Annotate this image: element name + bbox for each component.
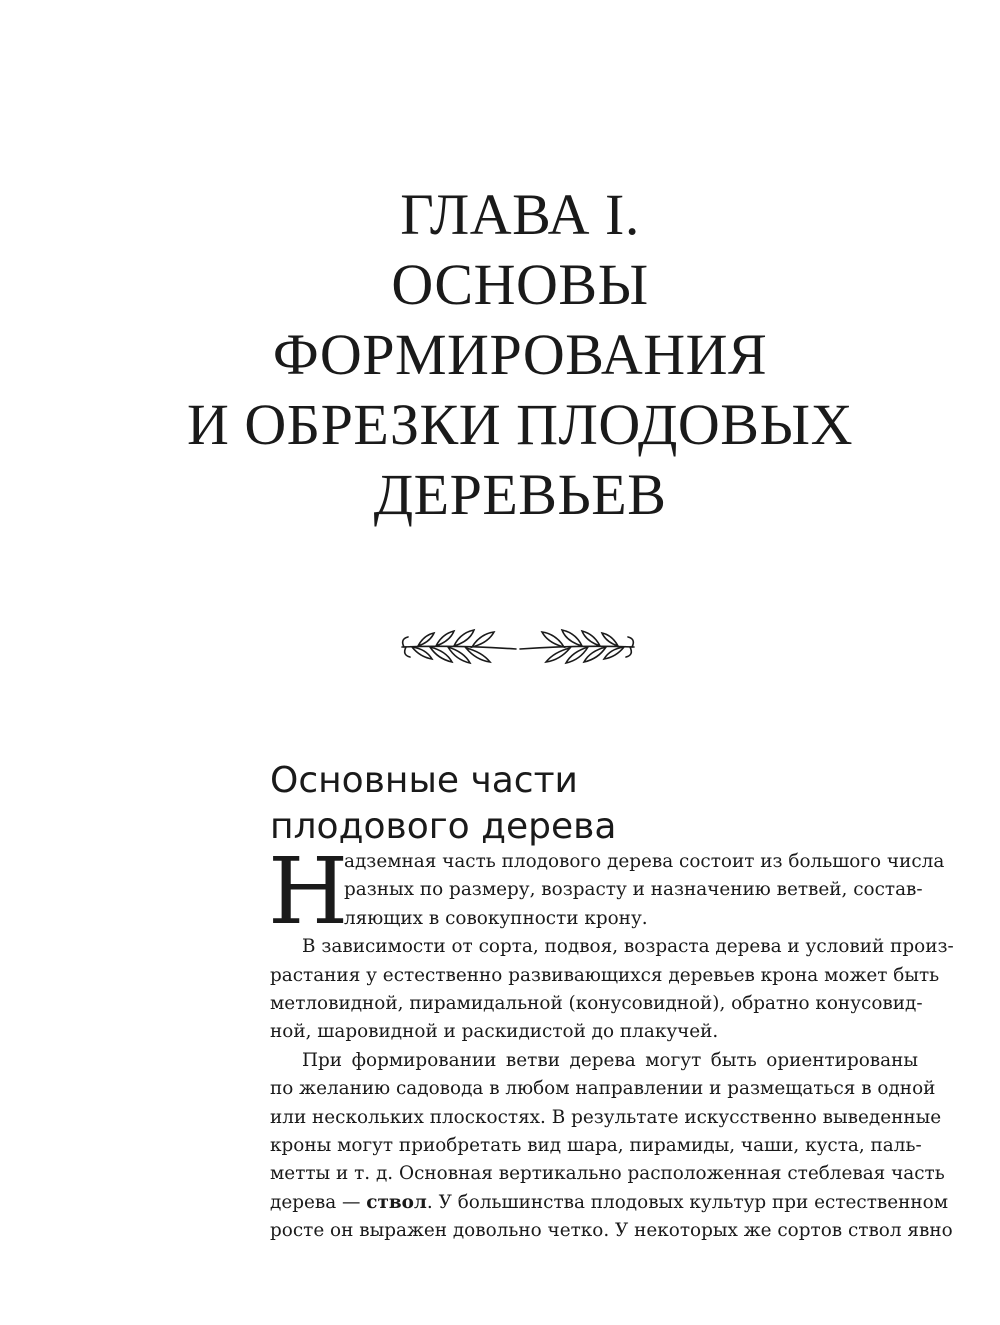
body-text [268, 838, 954, 1246]
chapter-title [100, 180, 940, 530]
chapter-title-line: И ОБРЕЗКИ ПЛОДОВЫХ [187, 392, 853, 457]
paragraph-line: ной, шаровидной и раскидистой до плакучей. [270, 1021, 719, 1043]
paragraph-line: адземная часть плодового дерева состоит из большого числа [344, 851, 945, 872]
paragraph-line: растания у естественно развивающихся деревьев крона может быть [270, 964, 940, 986]
paragraph-line: метловидной, пирамидальной (конусовидной), обратно конусовид- [270, 993, 923, 1015]
paragraph-line [270, 1189, 949, 1217]
paragraph-line: При формировании ветви дерева могут быть ориентированы [302, 1049, 918, 1071]
section-heading-line: плодового дерева [270, 806, 617, 847]
chapter-title-line: ДЕРЕВЬЕВ [373, 462, 667, 527]
section-heading-line: Основные части [270, 760, 578, 801]
paragraph-line: метты и т. д. Основная вертикально расположенная стеблевая часть [270, 1163, 945, 1185]
chapter-title-line: ГЛАВА I. [400, 182, 640, 247]
paragraph-line: кроны могут приобретать вид шара, пирамиды, чаши, куста, паль- [270, 1135, 922, 1157]
text-fragment: . У большинства плодовых культур при естественном [426, 1191, 949, 1213]
paragraph-line: разных по размеру, возрасту и назначению ветвей, состав- [344, 879, 923, 901]
chapter-title-line: ОСНОВЫ [391, 252, 649, 317]
paragraph-line: по желанию садовода в любом направлении и размещаться в одной [270, 1078, 936, 1100]
paragraph-line: В зависимости от сорта, подвоя, возраста дерева и условий произ- [302, 936, 954, 958]
text-fragment: дерева — [270, 1191, 367, 1213]
section-heading [270, 758, 930, 850]
paragraph-line: росте он выражен довольно четко. У некоторых же сортов ствол явно [270, 1220, 953, 1242]
laurel-branches-icon [398, 625, 638, 669]
paragraph-line: ляющих в совокупности крону. [344, 907, 648, 929]
chapter-title-line: ФОРМИРОВАНИЯ [272, 322, 768, 387]
drop-cap: Н [268, 838, 349, 945]
bold-term: ствол [366, 1191, 427, 1213]
paragraph-line: или нескольких плоскостях. В результате искусственно выведенные [270, 1106, 942, 1128]
